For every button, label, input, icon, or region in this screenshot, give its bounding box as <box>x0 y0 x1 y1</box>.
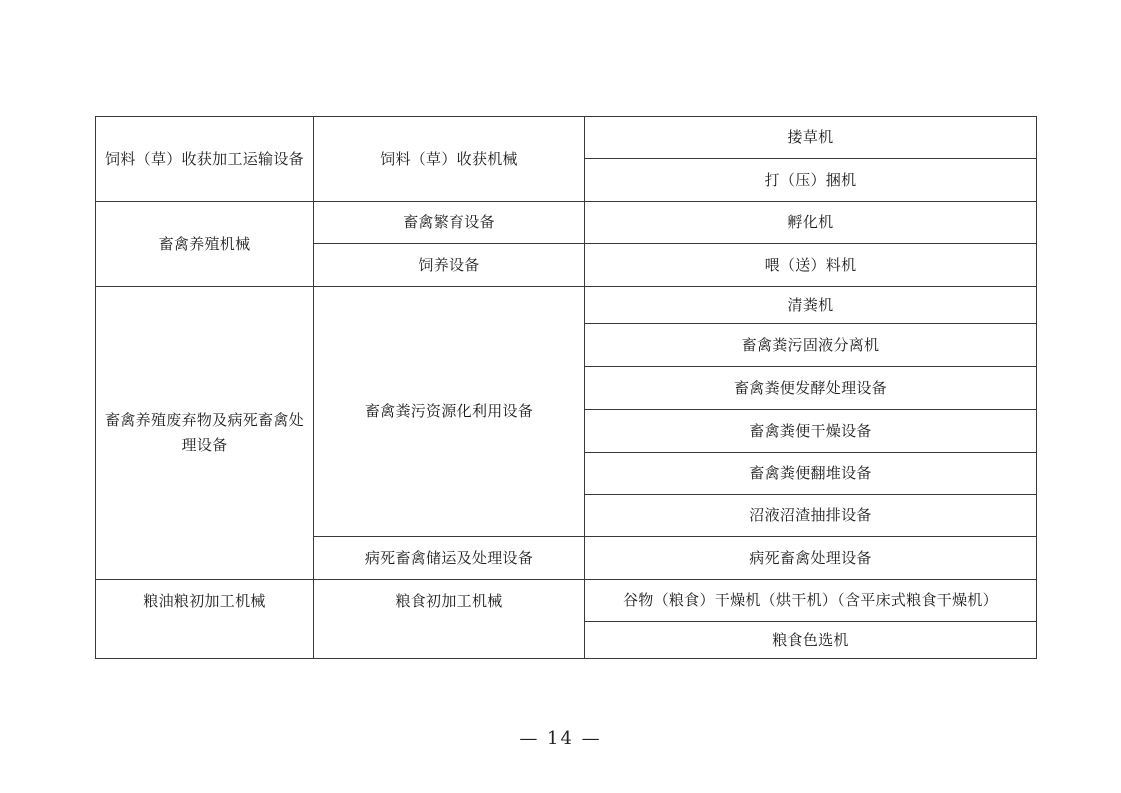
item-cell: 打（压）捆机 <box>585 159 1037 202</box>
item-cell: 孵化机 <box>585 202 1037 244</box>
subcategory-cell: 饲料（草）收获机械 <box>314 117 585 202</box>
subcategory-cell: 畜禽繁育设备 <box>314 202 585 244</box>
item-cell: 畜禽粪便发酵处理设备 <box>585 367 1037 410</box>
subcategory-cell: 粮食初加工机械 <box>314 580 585 659</box>
item-cell: 沼液沼渣抽排设备 <box>585 495 1037 537</box>
table-row <box>96 580 1037 622</box>
category-cell: 饲料（草）收获加工运输设备 <box>96 117 314 202</box>
page-number: — 14 — <box>519 728 602 749</box>
subcategory-cell: 畜禽粪污资源化利用设备 <box>314 287 585 537</box>
item-cell: 搂草机 <box>585 117 1037 159</box>
table-row <box>96 202 1037 244</box>
table-row <box>96 287 1037 324</box>
category-cell: 畜禽养殖机械 <box>96 202 314 287</box>
item-cell: 清粪机 <box>585 287 1037 324</box>
category-cell: 畜禽养殖废弃物及病死畜禽处理设备 <box>96 287 314 580</box>
item-cell: 病死畜禽处理设备 <box>585 537 1037 580</box>
table-row <box>96 117 1037 159</box>
equipment-catalog-table <box>95 116 1037 659</box>
item-cell: 喂（送）料机 <box>585 244 1037 287</box>
subcategory-cell: 饲养设备 <box>314 244 585 287</box>
item-cell: 畜禽粪污固液分离机 <box>585 324 1037 367</box>
item-cell: 粮食色选机 <box>585 622 1037 659</box>
category-cell: 粮油粮初加工机械 <box>96 580 314 659</box>
item-cell: 畜禽粪便翻堆设备 <box>585 453 1037 495</box>
subcategory-cell: 病死畜禽储运及处理设备 <box>314 537 585 580</box>
item-cell: 谷物（粮食）干燥机（烘干机）（含平床式粮食干燥机） <box>585 580 1037 622</box>
item-cell: 畜禽粪便干燥设备 <box>585 410 1037 453</box>
